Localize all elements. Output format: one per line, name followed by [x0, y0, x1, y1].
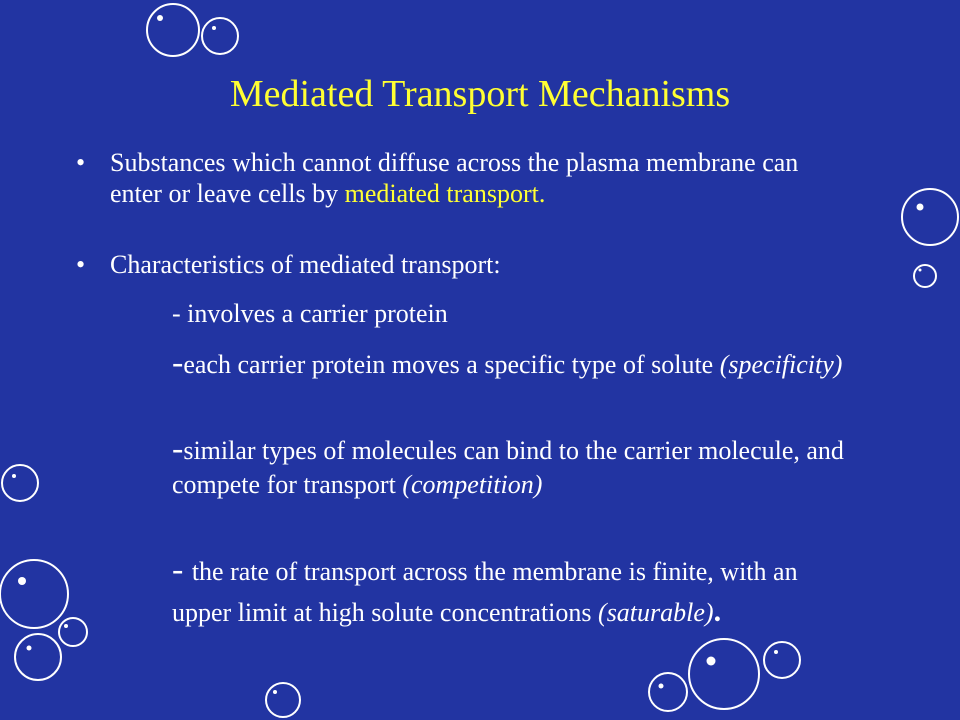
item-dash: -	[172, 344, 184, 381]
bubble-circle	[59, 618, 87, 646]
bubble-dot	[64, 624, 68, 628]
item-dash: -	[172, 430, 184, 467]
bubble-circle	[266, 683, 300, 717]
bullet-icon: •	[76, 148, 86, 177]
item-text: involves a carrier protein	[187, 299, 448, 328]
bubble-circle	[914, 265, 936, 287]
bubble-dot	[212, 26, 216, 30]
bubble-dot	[18, 577, 26, 585]
bubble-circle	[689, 639, 759, 709]
slide-title: Mediated Transport Mechanisms	[229, 73, 731, 115]
item-text: similar types of molecules can bind to the carrier molecule, and compete for transport	[172, 436, 844, 499]
bubble-dot	[707, 657, 716, 666]
bullet-text: Characteristics of mediated transport:	[110, 250, 501, 279]
characteristic-item	[172, 430, 852, 502]
bubble-circle	[764, 642, 800, 678]
bubble-circle	[15, 634, 61, 680]
bullet-substances	[76, 147, 836, 209]
bubble-circle	[649, 673, 687, 711]
item-term: (competition)	[402, 470, 543, 499]
bubble-circle	[902, 189, 958, 245]
bubble-dot	[12, 474, 16, 478]
bubble-dot	[659, 684, 664, 689]
bullet-characteristics	[76, 249, 836, 280]
bullet-icon: •	[76, 250, 86, 279]
bubble-dot	[917, 204, 924, 211]
bubble-circle	[147, 4, 199, 56]
item-end: .	[713, 595, 722, 628]
bubble-dot	[273, 690, 277, 694]
item-term: (specificity)	[719, 350, 843, 379]
item-text: each carrier protein moves a specific type of solute	[183, 350, 720, 379]
bubble-circle	[2, 465, 38, 501]
bubble-circle	[0, 560, 68, 628]
item-text: the rate of transport across the membrane is finite, with an upper limit at high solute concentrations	[172, 557, 798, 627]
bullet-highlight: mediated transport.	[344, 179, 546, 208]
bubble-circle	[202, 18, 238, 54]
item-dash: -	[172, 551, 192, 588]
characteristic-item	[172, 297, 852, 331]
bubble-dot	[157, 15, 163, 21]
item-dash: -	[172, 299, 188, 328]
bullet-text	[110, 147, 836, 209]
bullet-text-main: Substances which cannot diffuse across the plasma membrane can enter or leave cells by	[110, 148, 799, 208]
bubble-dot	[919, 269, 922, 272]
bubble-dot	[774, 650, 778, 654]
characteristic-item	[172, 552, 852, 633]
characteristic-item	[172, 344, 852, 382]
item-term: (saturable)	[598, 598, 714, 627]
bubble-dot	[27, 646, 32, 651]
